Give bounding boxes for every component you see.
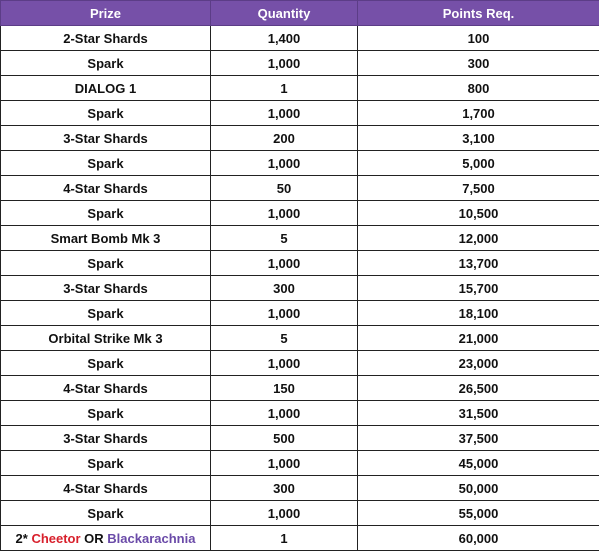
cell-quantity: 300 — [211, 476, 358, 501]
table-row — [1, 376, 599, 401]
cell-quantity: 1,000 — [211, 201, 358, 226]
cell-points: 1,700 — [358, 101, 599, 126]
cell-quantity: 1,000 — [211, 151, 358, 176]
table-row — [1, 401, 599, 426]
cell-points: 800 — [358, 76, 599, 101]
cell-prize: Spark — [1, 101, 211, 126]
cell-prize: Spark — [1, 401, 211, 426]
cell-prize: Spark — [1, 351, 211, 376]
cell-quantity: 1 — [211, 76, 358, 101]
table-row — [1, 76, 599, 101]
cell-points: 12,000 — [358, 226, 599, 251]
cell-prize: Spark — [1, 51, 211, 76]
table-row — [1, 476, 599, 501]
table-row — [1, 426, 599, 451]
table-body — [1, 26, 599, 551]
cell-prize: 4-Star Shards — [1, 376, 211, 401]
table-row — [1, 151, 599, 176]
cell-quantity: 5 — [211, 326, 358, 351]
cell-prize: Spark — [1, 501, 211, 526]
cell-points: 23,000 — [358, 351, 599, 376]
table-row — [1, 501, 599, 526]
table-row — [1, 176, 599, 201]
cell-points: 10,500 — [358, 201, 599, 226]
cell-points: 45,000 — [358, 451, 599, 476]
header-quantity: Quantity — [211, 1, 358, 26]
cell-prize: Spark — [1, 451, 211, 476]
table-row — [1, 26, 599, 51]
cell-points: 7,500 — [358, 176, 599, 201]
cell-quantity: 150 — [211, 376, 358, 401]
cell-quantity: 1 — [211, 526, 358, 551]
table-row — [1, 301, 599, 326]
cell-prize: 3-Star Shards — [1, 276, 211, 301]
table-row — [1, 251, 599, 276]
cell-quantity: 1,000 — [211, 351, 358, 376]
cell-prize: Spark — [1, 251, 211, 276]
header-points: Points Req. — [358, 1, 599, 26]
cell-points: 5,000 — [358, 151, 599, 176]
cell-quantity: 1,000 — [211, 301, 358, 326]
cell-quantity: 1,000 — [211, 451, 358, 476]
table-row — [1, 351, 599, 376]
cell-quantity: 500 — [211, 426, 358, 451]
cell-points: 300 — [358, 51, 599, 76]
cell-prize — [1, 526, 211, 551]
header-prize: Prize — [1, 1, 211, 26]
cell-points: 15,700 — [358, 276, 599, 301]
cell-prize: 3-Star Shards — [1, 126, 211, 151]
cell-quantity: 1,000 — [211, 251, 358, 276]
cell-prize: DIALOG 1 — [1, 76, 211, 101]
cell-points: 13,700 — [358, 251, 599, 276]
cell-quantity: 1,000 — [211, 401, 358, 426]
table-row — [1, 126, 599, 151]
cell-quantity: 200 — [211, 126, 358, 151]
cell-points: 21,000 — [358, 326, 599, 351]
cell-points: 3,100 — [358, 126, 599, 151]
table-row-final — [1, 526, 599, 551]
cell-points: 60,000 — [358, 526, 599, 551]
cell-prize: Spark — [1, 301, 211, 326]
table-row — [1, 51, 599, 76]
table-row — [1, 451, 599, 476]
cell-points: 37,500 — [358, 426, 599, 451]
cell-quantity: 1,000 — [211, 51, 358, 76]
cell-prize: 4-Star Shards — [1, 176, 211, 201]
cell-quantity: 1,400 — [211, 26, 358, 51]
cell-points: 55,000 — [358, 501, 599, 526]
cell-quantity: 50 — [211, 176, 358, 201]
cell-prize: Orbital Strike Mk 3 — [1, 326, 211, 351]
cell-points: 18,100 — [358, 301, 599, 326]
prize-option-a: Cheetor — [31, 530, 81, 546]
table-row — [1, 201, 599, 226]
cell-prize: 4-Star Shards — [1, 476, 211, 501]
cell-prize: 2-Star Shards — [1, 26, 211, 51]
prize-prefix: 2* — [15, 530, 32, 546]
prize-option-b: Blackarachnia — [107, 530, 196, 546]
cell-points: 26,500 — [358, 376, 599, 401]
cell-prize: Spark — [1, 151, 211, 176]
cell-quantity: 300 — [211, 276, 358, 301]
cell-points: 31,500 — [358, 401, 599, 426]
table-row — [1, 326, 599, 351]
table-row — [1, 226, 599, 251]
cell-prize: Spark — [1, 201, 211, 226]
prize-joiner: OR — [80, 530, 108, 546]
table-row — [1, 276, 599, 301]
cell-points: 50,000 — [358, 476, 599, 501]
cell-prize: Smart Bomb Mk 3 — [1, 226, 211, 251]
cell-prize: 3-Star Shards — [1, 426, 211, 451]
table-row — [1, 101, 599, 126]
cell-quantity: 1,000 — [211, 101, 358, 126]
header-row — [1, 1, 599, 26]
cell-quantity: 5 — [211, 226, 358, 251]
cell-quantity: 1,000 — [211, 501, 358, 526]
cell-points: 100 — [358, 26, 599, 51]
